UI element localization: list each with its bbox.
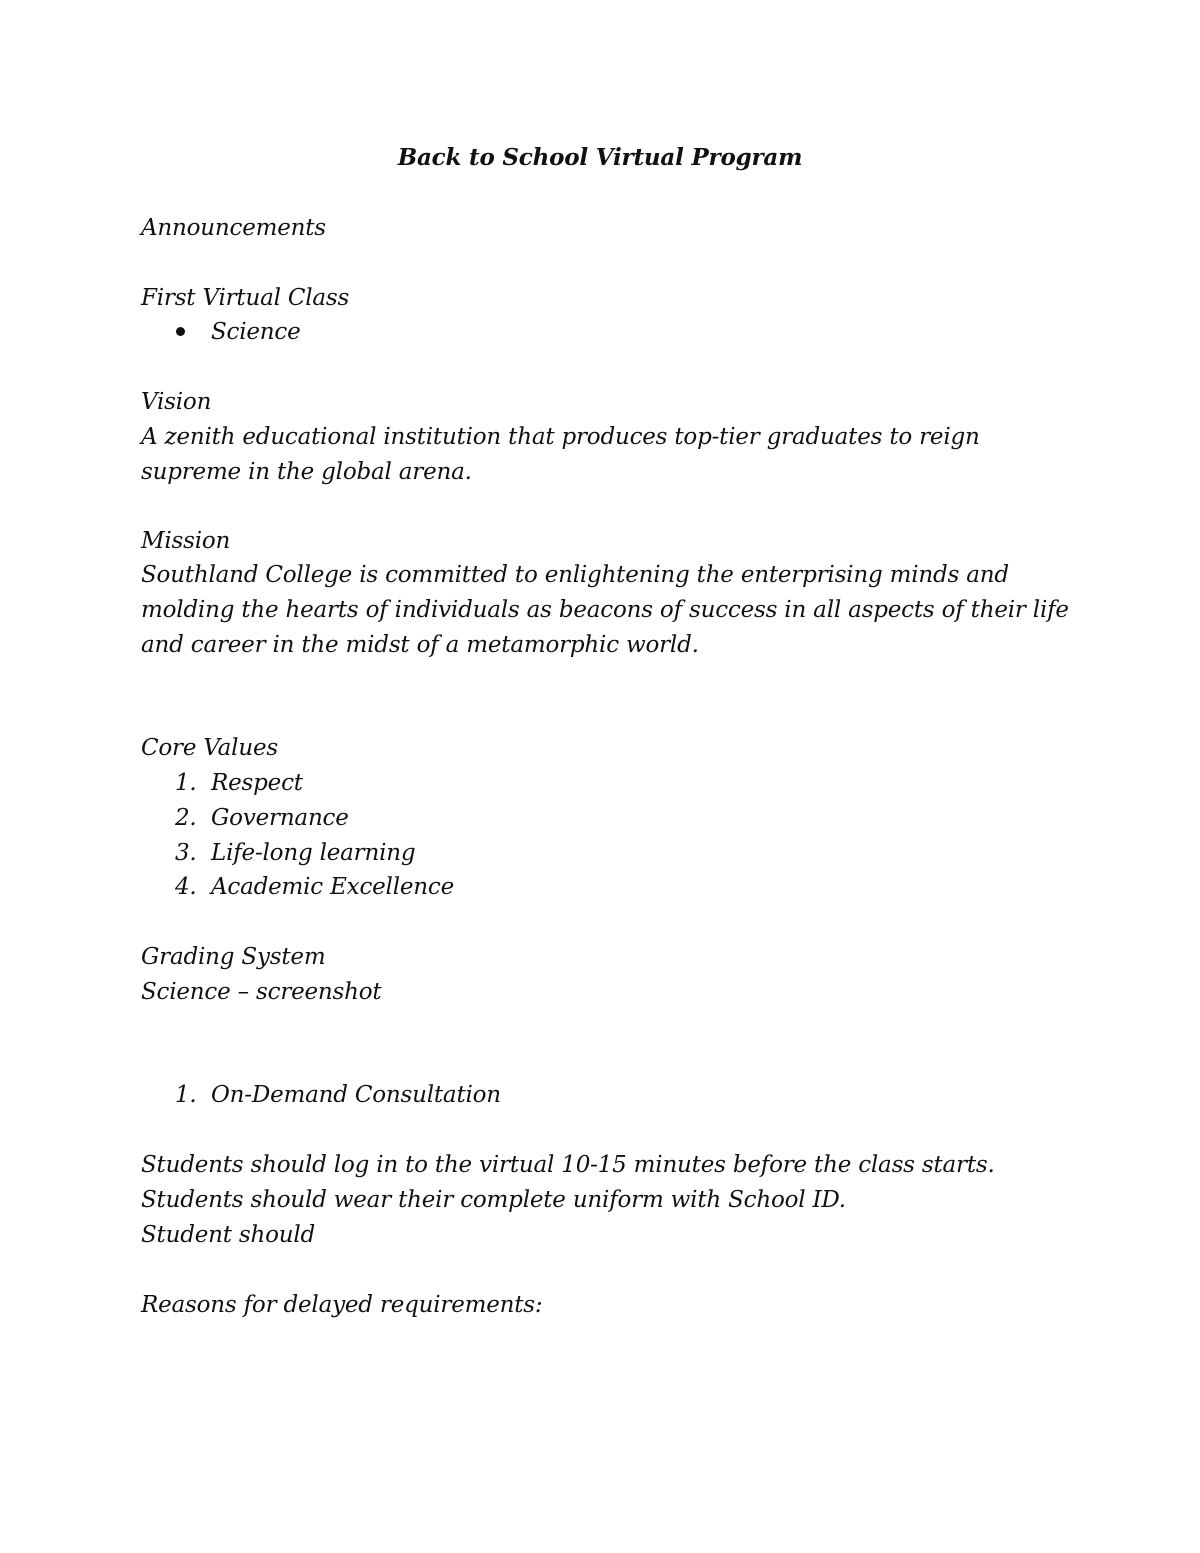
vision-heading: Vision (141, 389, 212, 415)
core-values-heading: Core Values (141, 735, 278, 761)
grading-line: Science – screenshot (141, 979, 382, 1005)
mission-line: Southland College is committed to enlightening the enterprising minds and (141, 562, 1009, 588)
first-class-item: Science (211, 319, 301, 345)
grading-heading: Grading System (141, 944, 326, 970)
bullet-icon (176, 327, 185, 336)
list-number: 4. (175, 874, 197, 900)
consultation-item: On-Demand Consultation (211, 1082, 501, 1108)
reasons-heading: Reasons for delayed requirements: (141, 1292, 543, 1318)
vision-line: supreme in the global arena. (141, 459, 472, 485)
mission-line: and career in the midst of a metamorphic world. (141, 632, 699, 658)
rule-line: Students should log in to the virtual 10-15 minutes before the class starts. (141, 1152, 995, 1178)
list-number: 1. (175, 1082, 197, 1108)
rule-line: Student should (141, 1222, 316, 1248)
rule-line: Students should wear their complete uniform with School ID. (141, 1187, 846, 1213)
core-value-item: Respect (211, 770, 303, 796)
core-value-item: Governance (211, 805, 349, 831)
announcements-heading: Announcements (141, 215, 326, 241)
vision-line: A zenith educational institution that produces top-tier graduates to reign (141, 424, 980, 450)
document-title: Back to School Virtual Program (397, 144, 803, 171)
list-number: 3. (175, 840, 197, 866)
mission-line: molding the hearts of individuals as beacons of success in all aspects of their life (141, 597, 1069, 623)
mission-heading: Mission (141, 528, 231, 554)
first-class-heading: First Virtual Class (141, 285, 350, 311)
list-number: 1. (175, 770, 197, 796)
list-number: 2. (175, 805, 197, 831)
core-value-item: Life-long learning (211, 840, 416, 866)
core-value-item: Academic Excellence (211, 874, 454, 900)
